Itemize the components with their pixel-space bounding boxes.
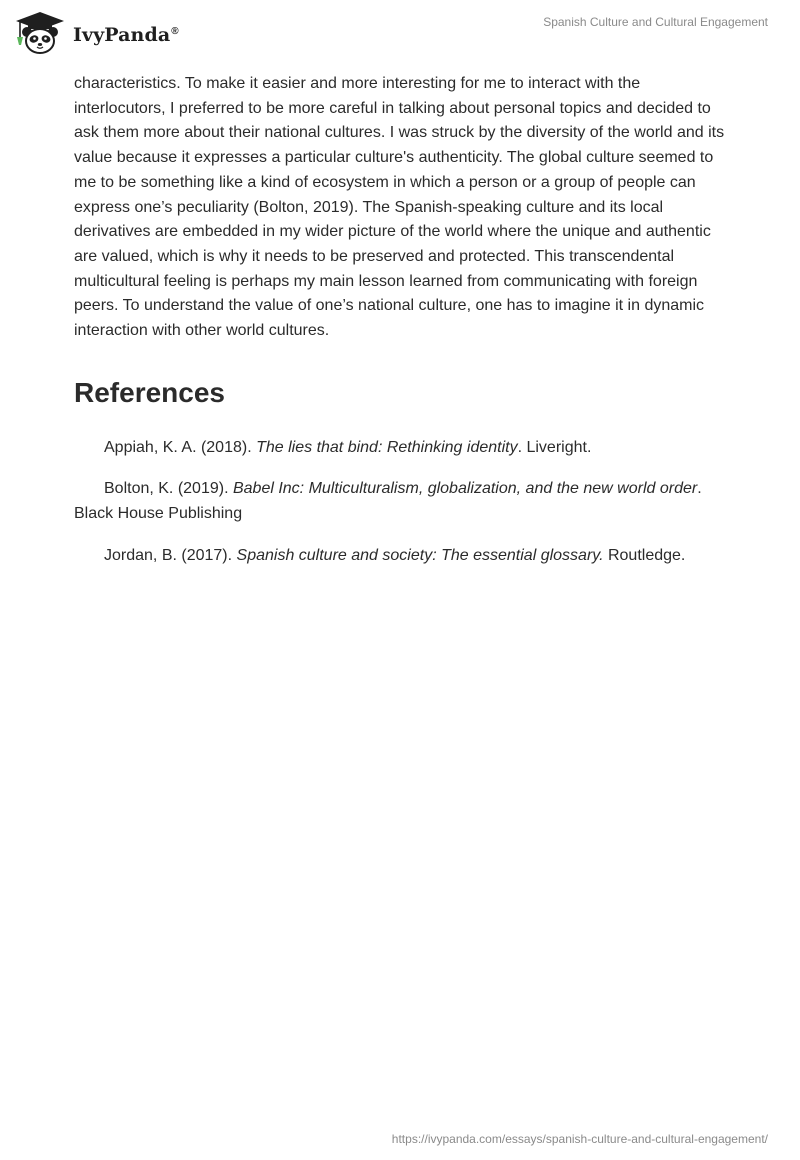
ivypanda-logo[interactable] (14, 8, 179, 58)
reference-title: The lies that bind: Rethinking identity (256, 438, 518, 456)
reference-author: Appiah, K. A. (2018). (104, 438, 257, 456)
reference-item (74, 477, 734, 526)
references-heading: References (74, 376, 225, 408)
reference-item (74, 544, 734, 569)
reference-title: Spanish culture and society: The essential glossary. (236, 546, 604, 564)
essay-content (74, 72, 734, 586)
reference-author: Jordan, B. (2017). (104, 546, 237, 564)
logo-wordmark (73, 24, 179, 46)
reference-publisher: . Liveright. (517, 438, 592, 456)
reference-author: Bolton, K. (2019). (104, 480, 233, 498)
reference-title: Babel Inc: Multiculturalism, globalization, and the new world order (232, 480, 698, 498)
source-url-link[interactable]: https://ivypanda.com/essays/spanish-culture-and-cultural-engagement/ (391, 1132, 768, 1146)
logo-text: IvyPanda (73, 24, 171, 46)
reference-list (74, 436, 734, 569)
page-header (0, 0, 800, 70)
reference-publisher: . Black House Publishing (74, 480, 702, 523)
document-title: Spanish Culture and Cultural Engagement (543, 15, 768, 29)
body-paragraph: characteristics. To make it easier and more interesting for me to interact with the interlocutors, I preferred to be more careful in talking about personal topics and decided to ask them more about their national cultures. I was struck by the diversity of the world and its value because it expresses a particular culture's authenticity. The global culture seemed to me to be something like a kind of ecosystem in which a person or a group of people can express one’s peculiarity (Bolton, 2019). The Spanish-speaking culture and its local derivatives are embedded in my wider picture of the world where the unique and authentic are valued, which is why it needs to be preserved and protected. This transcendental multicultural feeling is perhaps my main lesson learned from communicating with foreign peers. To understand the value of one’s national culture, one has to imagine it in dynamic interaction with other world cultures. (74, 75, 725, 340)
registered-mark: ® (171, 25, 179, 37)
panda-graduate-icon (14, 11, 66, 55)
reference-publisher: Routledge. (603, 546, 686, 564)
reference-item (74, 436, 734, 461)
